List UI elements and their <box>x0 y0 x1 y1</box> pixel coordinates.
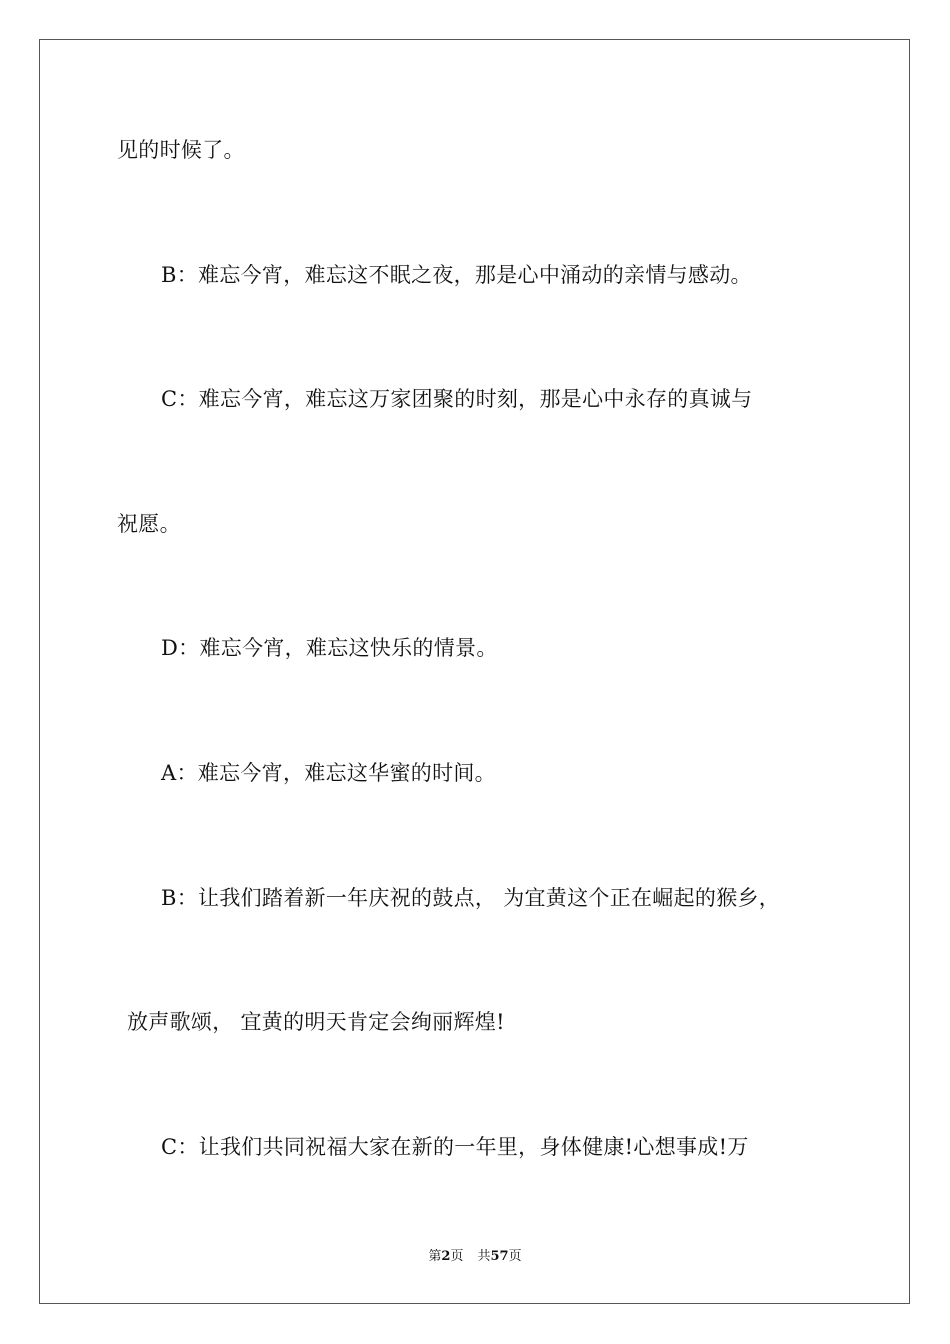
paragraph-line-4: 祝愿。 <box>117 512 181 536</box>
footer-total-suffix: 页 <box>508 1249 522 1264</box>
paragraph-line-7: B：让我们踏着新一年庆祝的鼓点， 为宜黄这个正在崛起的猴乡， <box>161 886 781 910</box>
paragraph-line-2: B：难忘今宵，难忘这不眠之夜，那是心中涌动的亲情与感动。 <box>161 263 752 287</box>
page-footer <box>0 1248 950 1266</box>
paragraph-line-1: 见的时候了。 <box>117 138 245 162</box>
footer-page-prefix: 第 <box>428 1249 442 1264</box>
footer-page-total: 57 <box>490 1249 509 1264</box>
paragraph-line-9: C：让我们共同祝福大家在新的一年里，身体健康!心想事成!万 <box>161 1135 749 1159</box>
footer-page-current: 2 <box>441 1249 451 1264</box>
paragraph-line-5: D：难忘今宵，难忘这快乐的情景。 <box>161 636 498 660</box>
paragraph-line-8: 放声歌颂， 宜黄的明天肯定会绚丽辉煌! <box>127 1010 505 1034</box>
page-frame <box>39 39 910 1304</box>
footer-page-suffix: 页 <box>450 1249 464 1264</box>
paragraph-line-6: A：难忘今宵，难忘这华蜜的时间。 <box>161 761 496 785</box>
paragraph-line-3: C：难忘今宵，难忘这万家团聚的时刻，那是心中永存的真诚与 <box>161 387 753 411</box>
footer-total-prefix: 共 <box>477 1249 491 1264</box>
